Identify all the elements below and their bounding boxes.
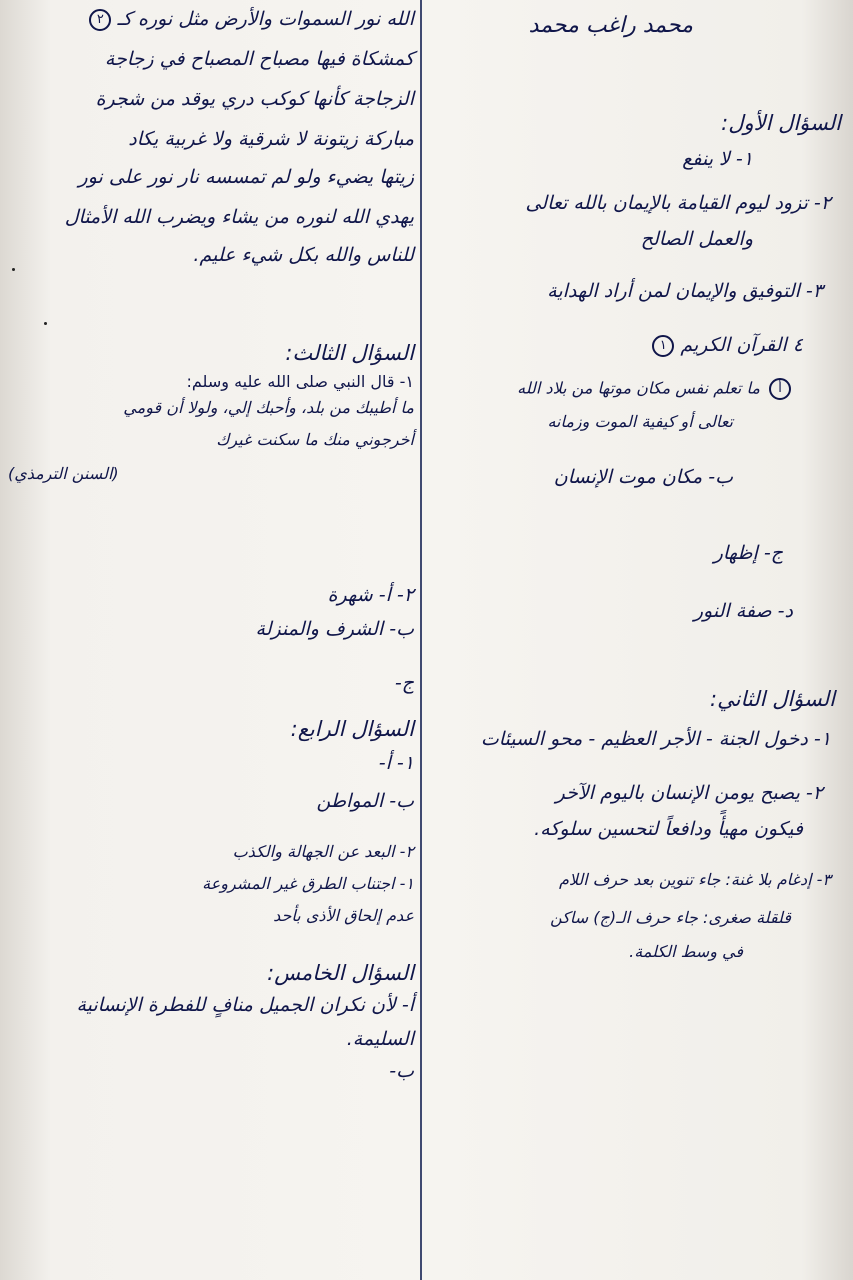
q2-item-1: ١- دخول الجنة - الأجر العظيم - محو السيئات — [480, 728, 831, 750]
q1-item-4a-text: ما تعلم نفس مكان موتها من بلاد الله — [517, 378, 760, 398]
q1-item-4d: د- صفة النور — [693, 600, 793, 622]
q5-item-a-line2: السليمة. — [346, 1028, 414, 1050]
q5-heading: السؤال الخامس: — [267, 961, 414, 985]
verse-line-3: الزجاجة كأنها كوكب دري يوقد من شجرة — [95, 88, 414, 110]
verse-line-4: مباركة زيتونة لا شرقية ولا غربية يكاد — [128, 128, 414, 150]
q3-item-2-b: ب- الشرف والمنزلة — [255, 618, 414, 640]
q3-heading: السؤال الثالث: — [285, 341, 414, 365]
q1-item-2-line1: ٢- تزود ليوم القيامة بالإيمان بالله تعالى — [525, 192, 831, 214]
q3-item-c: ج- — [394, 672, 414, 694]
q1-item-4-label: ٤ القرآن الكريم — [680, 334, 803, 356]
q2-item-3-line1: ٣- إدغام بلا غنة: جاء تنوين بعد حرف اللام — [558, 870, 831, 889]
verse-line-5: زيتها يضيء ولو لم تمسسه نار نور على نور — [78, 166, 414, 188]
q4-item-1: ١- أ- — [378, 752, 414, 774]
student-name: محمد راغب محمد — [528, 13, 693, 38]
verse-line-7: للناس والله بكل شيء عليم. — [193, 244, 414, 266]
q1-item-1: ١- لا ينفع — [682, 148, 753, 170]
q3-item-2-a: ٢- أ- شهرة — [327, 584, 414, 606]
q3-source: (السنن الترمذي) — [8, 464, 119, 483]
q1-item-4a-line1 — [517, 378, 791, 400]
q3-item-1-line1: ١- قال النبي صلى الله عليه وسلم: — [186, 372, 414, 391]
q1-item-4a-line2: تعالى أو كيفية الموت وزمانه — [547, 412, 733, 431]
q3-item-1-line2: ما أطيبك من بلد، وأحبك إلي، ولولا أن قومي — [123, 398, 414, 417]
q4-item-4: عدم إلحاق الأذى بأحد — [273, 906, 414, 925]
verse-line-6: يهدي الله لنوره من يشاء ويضرب الله الأمثال — [64, 206, 414, 228]
ink-dot — [44, 322, 47, 325]
ink-dot — [12, 268, 15, 271]
q4-item-3: ١- اجتناب الطرق غير المشروعة — [202, 874, 414, 893]
q2-item-2-line1: ٢- يصبح يومن الإنسان باليوم الآخر — [555, 782, 823, 804]
q2-item-3-line3: في وسط الكلمة. — [629, 942, 743, 961]
q4-heading: السؤال الرابع: — [290, 717, 414, 741]
column-divider — [420, 0, 422, 1280]
q1-item-3: ٣- التوفيق والإيمان لمن أراد الهداية — [547, 280, 823, 302]
q4-item-b: ب- المواطن — [316, 790, 414, 812]
q2-item-2-line2: فيكون مهيأً ودافعاً لتحسين سلوكه. — [534, 818, 803, 840]
q1-item-4 — [648, 334, 803, 358]
verse-line-2: كمشكاة فيها مصباح المصباح في زجاجة — [104, 48, 414, 70]
q5-item-b: ب- — [389, 1060, 414, 1082]
q5-item-a-line1: أ- لأن نكران الجميل منافٍ للفطرة الإنسانية — [76, 994, 414, 1016]
q2-heading: السؤال الثاني: — [710, 687, 835, 711]
q3-item-1-line3: أخرجوني منك ما سكنت غيرك — [216, 430, 414, 449]
q1-item-4a-badge: أ — [769, 378, 791, 400]
q1-heading: السؤال الأول: — [721, 111, 841, 135]
verse-badge: ٢ — [89, 9, 111, 31]
q1-item-4c: ج- إظهار — [713, 542, 783, 564]
q1-item-4b: ب- مكان موت الإنسان — [553, 466, 733, 488]
verse-line-1-text: الله نور السموات والأرض مثل نوره كـ — [117, 8, 414, 30]
q1-item-4-badge: ١ — [652, 335, 674, 357]
q2-item-3-line2: قلقلة صغرى: جاء حرف الـ(ج) ساكن — [550, 908, 791, 927]
q4-item-2: ٢- البعد عن الجهالة والكذب — [232, 842, 414, 861]
verse-line-1 — [18, 8, 414, 32]
q1-item-2-line2: والعمل الصالح — [640, 228, 753, 250]
